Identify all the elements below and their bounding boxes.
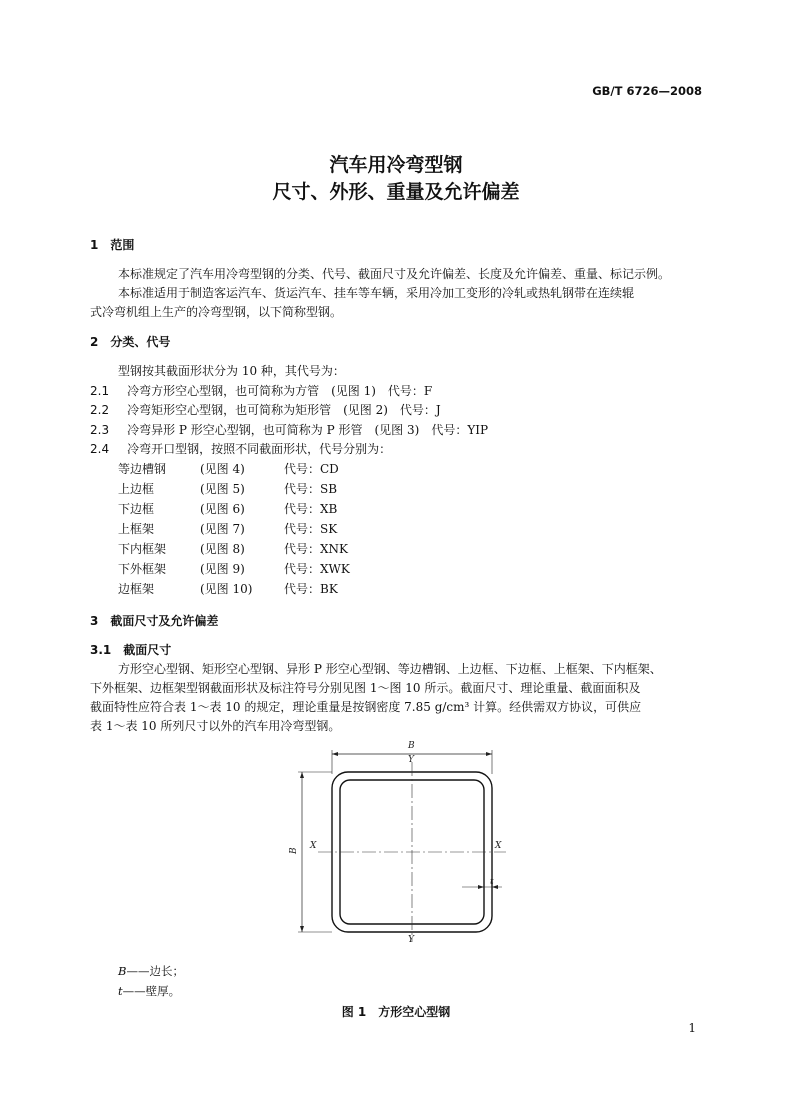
- open-type-figure-ref: (见图 9): [200, 562, 245, 576]
- legend-symbol: B: [118, 964, 127, 978]
- open-type-code: 代号：XNK: [284, 542, 349, 556]
- open-type-figure-ref: (见图 5): [200, 482, 245, 496]
- dimension-arrow: [332, 752, 338, 756]
- section-2-heading: 2 分类、代号: [90, 335, 171, 349]
- legend-t: [118, 983, 180, 999]
- standard-number: GB/T 6726—2008: [592, 84, 702, 98]
- section-2-intro: 型钢按其截面形状分为 10 种，其代号为：: [118, 364, 345, 378]
- clause-2-2: [90, 401, 441, 420]
- square-hollow-section-figure: [280, 736, 520, 948]
- open-type-figure-ref: (见图 6): [200, 502, 245, 516]
- clause-text: 冷弯方形空心型钢，也可简称为方管 (见图 1) 代号：F: [127, 384, 433, 398]
- dimension-arrow: [300, 926, 304, 932]
- open-type-figure-ref: (见图 7): [200, 522, 245, 536]
- clause-2-4: [90, 440, 391, 459]
- open-type-name: 上框架: [118, 522, 155, 536]
- open-type-code: 代号：XWK: [284, 562, 350, 576]
- section-3-1-line-4: 表 1～表 10 所列尺寸以外的汽车用冷弯型钢。: [90, 719, 341, 733]
- label-B-left: B: [289, 847, 299, 854]
- open-type-name: 上边框: [118, 482, 155, 496]
- open-type-figure-ref: (见图 4): [200, 462, 245, 476]
- title-line-1: 汽车用冷弯型钢: [329, 154, 463, 176]
- label-X-right: X: [495, 841, 502, 851]
- label-Y-bottom: Y: [408, 935, 414, 945]
- figure-caption: 图 1 方形空心型钢: [341, 1005, 451, 1019]
- clause-number: 2.1: [90, 384, 110, 398]
- open-type-figure-ref: (见图 8): [200, 542, 245, 556]
- open-type-code: 代号：SK: [284, 522, 338, 536]
- label-Y-top: Y: [408, 755, 414, 765]
- label-t: t: [490, 877, 494, 887]
- clause-number: 2.3: [90, 423, 110, 437]
- page-number: 1: [688, 1021, 696, 1035]
- legend-symbol: t: [118, 984, 123, 998]
- clause-text: 冷弯矩形空心型钢，也可简称为矩形管 (见图 2) 代号：J: [127, 403, 441, 417]
- section-1-paragraph-2a: 本标准适用于制造客运汽车、货运汽车、挂车等车辆，采用冷加工变形的冷轧或热轧钢带在连续辊: [118, 286, 635, 300]
- open-type-figure-ref: (见图 10): [200, 582, 253, 596]
- legend-text: ——壁厚。: [122, 984, 181, 998]
- clause-2-1: [90, 382, 432, 401]
- label-B-top: B: [408, 741, 415, 751]
- open-type-name: 下外框架: [118, 562, 167, 576]
- open-type-name: 等边槽钢: [118, 462, 167, 476]
- open-type-name: 下内框架: [118, 542, 167, 556]
- clause-text: 冷弯开口型钢，按照不同截面形状，代号分别为：: [127, 442, 392, 456]
- clause-2-3: [90, 421, 488, 440]
- open-type-code: 代号：BK: [284, 582, 338, 596]
- section-3-1-line-1: 方形空心型钢、矩形空心型钢、异形 P 形空心型钢、等边槽钢、上边框、下边框、上框架、下内框架、: [118, 662, 662, 676]
- open-type-code: 代号：XB: [284, 502, 338, 516]
- dimension-arrow: [486, 752, 492, 756]
- open-type-code: 代号：CD: [284, 462, 339, 476]
- title-line-2: 尺寸、外形、重量及允许偏差: [272, 181, 520, 203]
- open-type-name: 边框架: [118, 582, 155, 596]
- open-type-name: 下边框: [118, 502, 155, 516]
- section-1-paragraph-1: 本标准规定了汽车用冷弯型钢的分类、代号、截面尺寸及允许偏差、长度及允许偏差、重量、标记示例。: [118, 267, 671, 281]
- section-3-1-line-2: 下外框架、边框架型钢截面形状及标注符号分别见图 1～图 10 所示。截面尺寸、理论重量、截面面积及: [90, 681, 641, 695]
- section-1-heading: 1 范围: [90, 238, 135, 252]
- legend-B: [118, 963, 184, 979]
- label-X-left: X: [310, 841, 317, 851]
- section-3-1-line-3: 截面特性应符合表 1～表 10 的规定，理论重量是按钢密度 7.85 g/cm³ 计算。经供需双方协议，可供应: [90, 700, 642, 714]
- clause-text: 冷弯异形 P 形空心型钢，也可简称为 P 形管 (见图 3) 代号：YIP: [127, 423, 489, 437]
- open-type-code: 代号：SB: [284, 482, 338, 496]
- section-3-1-heading: 3.1 截面尺寸: [90, 643, 172, 657]
- dimension-arrow: [478, 885, 484, 889]
- clause-number: 2.4: [90, 442, 110, 456]
- legend-text: ——边长；: [126, 964, 184, 978]
- section-1-paragraph-2b: 式冷弯机组上生产的冷弯型钢，以下简称型钢。: [90, 305, 343, 319]
- section-3-heading: 3 截面尺寸及允许偏差: [90, 614, 219, 628]
- dimension-arrow: [300, 772, 304, 778]
- clause-number: 2.2: [90, 403, 110, 417]
